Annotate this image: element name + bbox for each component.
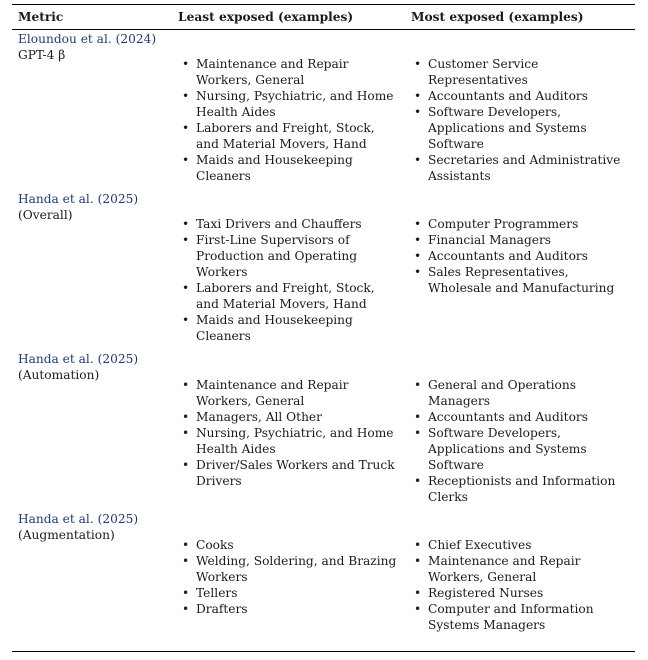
- list-item: • Receptionists and Information Clerks: [412, 473, 634, 505]
- citation-link[interactable]: Handa et al. (2025): [18, 512, 139, 526]
- list-item: • Maintenance and Repair Workers, General: [412, 553, 634, 585]
- list-item: • Maids and Housekeeping Cleaners: [180, 312, 400, 344]
- list-item: • Welding, Soldering, and Brazing Workers: [180, 553, 400, 585]
- metric-cell: [18, 511, 138, 543]
- list-item: • Accountants and Auditors: [412, 248, 634, 264]
- bottom-rule: [12, 651, 635, 652]
- top-rule: [12, 4, 635, 5]
- list-item: • Accountants and Auditors: [412, 409, 634, 425]
- list-item: • Secretaries and Administrative Assistants: [412, 152, 634, 184]
- list-item: • General and Operations Managers: [412, 377, 634, 409]
- citation-link[interactable]: Handa et al. (2025): [18, 352, 139, 366]
- least-exposed-list: [180, 56, 400, 184]
- list-item: • Maintenance and Repair Workers, General: [180, 377, 400, 409]
- metric-cell: [18, 191, 138, 223]
- citation-link[interactable]: Eloundou et al. (2024): [18, 32, 157, 46]
- metric-cell: [18, 31, 156, 63]
- list-item: • Drafters: [180, 601, 400, 617]
- list-item: • Nursing, Psychiatric, and Home Health Aides: [180, 425, 400, 457]
- list-item: • Tellers: [180, 585, 400, 601]
- list-item: • Maids and Housekeeping Cleaners: [180, 152, 400, 184]
- header-metric: Metric: [18, 10, 64, 24]
- list-item: • Computer and Information Systems Managers: [412, 601, 634, 633]
- header-most-exposed: Most exposed (examples): [411, 10, 584, 24]
- list-item: • Financial Managers: [412, 232, 634, 248]
- most-exposed-list: [412, 537, 634, 633]
- most-exposed-list: [412, 216, 634, 296]
- list-item: • Customer Service Representatives: [412, 56, 634, 88]
- most-exposed-list: [412, 377, 634, 505]
- metric-subtitle: GPT-4 β: [18, 48, 66, 62]
- list-item: • Chief Executives: [412, 537, 634, 553]
- citation-link[interactable]: Handa et al. (2025): [18, 192, 139, 206]
- least-exposed-list: [180, 537, 400, 617]
- list-item: • Laborers and Freight, Stock, and Material Movers, Hand: [180, 280, 400, 312]
- list-item: • First-Line Supervisors of Production and Operating Workers: [180, 232, 400, 280]
- metric-cell: [18, 351, 138, 383]
- least-exposed-list: [180, 216, 400, 344]
- list-item: • Registered Nurses: [412, 585, 634, 601]
- list-item: • Computer Programmers: [412, 216, 634, 232]
- list-item: • Cooks: [180, 537, 400, 553]
- metric-subtitle: (Overall): [18, 208, 73, 222]
- list-item: • Managers, All Other: [180, 409, 400, 425]
- list-item: • Nursing, Psychiatric, and Home Health Aides: [180, 88, 400, 120]
- list-item: • Taxi Drivers and Chauffers: [180, 216, 400, 232]
- metric-subtitle: (Automation): [18, 368, 100, 382]
- header-rule: [12, 29, 635, 30]
- list-item: • Maintenance and Repair Workers, General: [180, 56, 400, 88]
- list-item: • Laborers and Freight, Stock, and Material Movers, Hand: [180, 120, 400, 152]
- most-exposed-list: [412, 56, 634, 184]
- list-item: • Software Developers, Applications and Systems Software: [412, 104, 634, 152]
- metric-subtitle: (Augmentation): [18, 528, 115, 542]
- least-exposed-list: [180, 377, 400, 489]
- header-least-exposed: Least exposed (examples): [178, 10, 354, 24]
- list-item: • Sales Representatives, Wholesale and Manufacturing: [412, 264, 634, 296]
- list-item: • Driver/Sales Workers and Truck Drivers: [180, 457, 400, 489]
- list-item: • Software Developers, Applications and Systems Software: [412, 425, 634, 473]
- list-item: • Accountants and Auditors: [412, 88, 634, 104]
